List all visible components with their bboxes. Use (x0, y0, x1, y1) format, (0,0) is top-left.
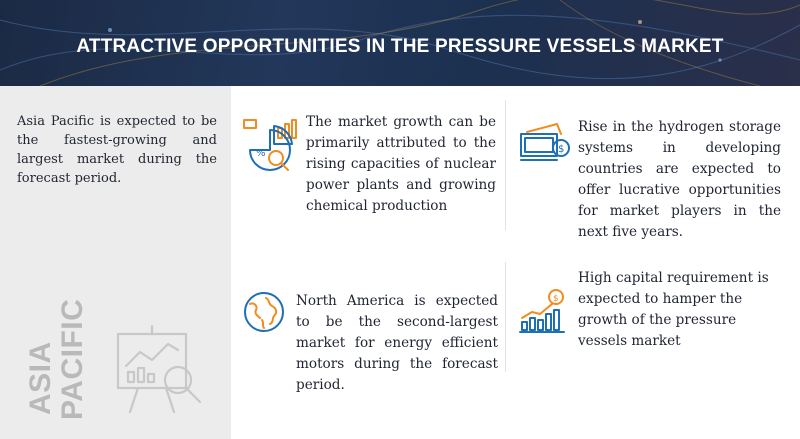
column-divider-bottom (505, 262, 506, 372)
globe-icon (242, 290, 286, 334)
header-banner (0, 0, 800, 86)
column-divider-top (505, 100, 506, 230)
region-label-line2: PACIFIC (56, 298, 89, 420)
card-market-growth-text: The market growth can be primarily attributed to the rising capacities of nuclear power plants and growing chemical production (306, 114, 496, 214)
presentation-analytics-icon (112, 322, 210, 420)
growth-chart-dollar-icon (518, 288, 568, 334)
svg-text:%: % (256, 148, 266, 159)
svg-text:$: $ (558, 144, 565, 155)
left-summary-panel (0, 86, 231, 439)
region-label-line1: ASIA (24, 341, 57, 415)
svg-text:$: $ (553, 294, 559, 304)
money-stack-icon (517, 122, 571, 164)
card-hydrogen-storage-text: Rise in the hydrogen storage systems in developing countries are expected to offer lucrative opportunities for market players in the next five years. (578, 119, 781, 240)
card-capital-requirement-text: High capital requirement is expected to hamper the growth of the pressure vessels market (578, 270, 769, 349)
region-vertical-label (8, 298, 108, 430)
left-summary-text: Asia Pacific is expected to be the fastest-growing and largest market during the forecast period. (17, 114, 217, 186)
page-title: ATTRACTIVE OPPORTUNITIES IN THE PRESSURE VESSELS MARKET (76, 36, 724, 57)
card-north-america-text: North America is expected to be the second-largest market for energy efficient motors during the forecast period. (296, 293, 498, 393)
percent-analytics-icon (242, 116, 298, 174)
